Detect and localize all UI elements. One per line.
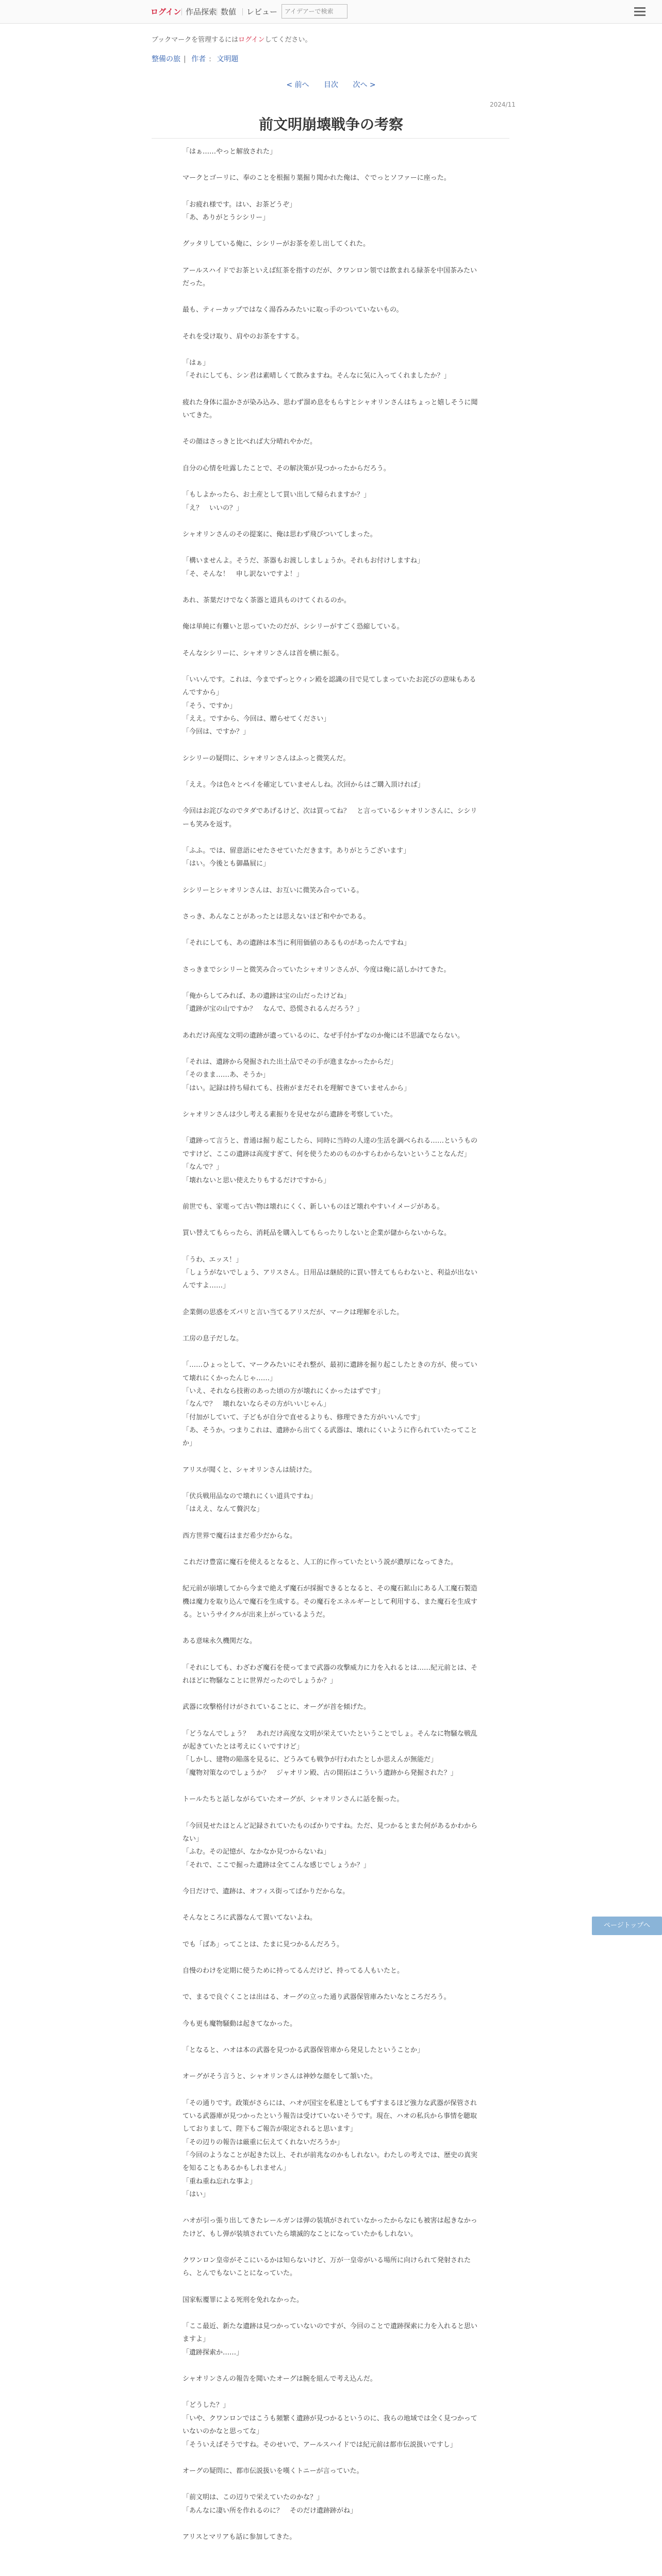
body-paragraph: 「どうなんでしょう？ あれだけ高度な文明が栄えていたということでしょ。そんなに物騒な戦乱が起きていたとは考えにくいですけど」 「しかし、建物の陥落を見るに、どうみても戦争が行われたとしか思えんが無能だ」 「魔物対策なのでしょうか？ ジャオリン殿、古の開拓はこういう遺跡から発掘された？」 xyxy=(183,1730,478,1777)
chapter-body xyxy=(183,145,482,2557)
body-paragraph: そんなところに武器なんて置いてないよね。 xyxy=(183,1914,317,1922)
body-paragraph: 最も、ティーカップではなく湯呑みみたいに取っ手のついていないもの。 xyxy=(183,306,403,314)
body-paragraph: 「はぁ」 「それにしても、シン君は素晴しくて飲みますね。そんなに気に入ってくれましたか？」 xyxy=(183,359,451,380)
body-paragraph: 「はぁ……やっと解放された」 xyxy=(183,148,277,156)
body-paragraph: アールスハイドでお茶といえば紅茶を指すのだが、クワンロン領では飲まれる緑茶を中国茶みたいだった。 xyxy=(183,266,477,288)
body-paragraph: 国家転覆罪による死刑を免れなかった。 xyxy=(183,2296,304,2304)
body-paragraph: 「それは、遺跡から発掘された出土品でその手が進まなかったからだ」 「そのまま……あ、そうか」 「はい。記録は持ち帰れても、技術がまだそれを理解できていませんから」 xyxy=(183,1058,411,1092)
breadcrumb-author-label: 作者 xyxy=(191,55,206,63)
nav-link-works[interactable]: 作品探索 xyxy=(186,7,217,16)
body-paragraph: 「それにしても、あの遺跡は本当に利用価値のあるものがあったんですね」 xyxy=(183,939,410,947)
body-paragraph: 「ふふ。では、留意語にせたさせていただきます。ありがとうございます」 「はい。今後とも御贔屓に」 xyxy=(183,847,410,868)
body-paragraph: 「もしよかったら、お土産として買い出して帰られますか？」 「え？ いいの？」 xyxy=(183,491,371,512)
body-paragraph: 「どうした？」 「いや、クワンロンではこうも頻繁く遺跡が見つかるというのに、我らの地域では全く見つかっていないのかなと思ってな」 「そういえばそうですね。そのせいで、アールスハイドでは紀元前は都市伝説扱いですし」 xyxy=(183,2401,477,2449)
login-link[interactable]: ログイン xyxy=(151,7,181,16)
body-paragraph: 「うわ、エッス！」 「しょうがないでしょう、アリスさん。日用品は継続的に買い替えてもらわないと、利益が出ないんですよ……」 xyxy=(183,1256,478,1290)
body-paragraph: 「今回見せたほとんど記録されていたものばかりですね。ただ、見つかるとまた何があるかわからない」 「ふむ。その記憶が、なかなか見つからないね」 「それで、ここで掘った遺跡は全てこんな感じでしょうか？」 xyxy=(183,1822,478,1869)
body-paragraph: シャオリンさんの報告を聞いたオーグは腕を組んで考え込んだ。 xyxy=(183,2375,377,2383)
body-paragraph: 「それにしても、わざわざ魔石を使ってまで武器の攻撃威力に力を入れるとは……紀元前とは、それほどに物騒なことに世界だったのでしょうか？」 xyxy=(183,1664,478,1685)
body-paragraph: 「となると、ハオは本の武器を見つかる武器保管庫から発見したということか」 xyxy=(183,2046,424,2054)
notice-suffix: してください。 xyxy=(264,36,312,44)
body-paragraph: 「構いませんよ。そうだ、茶器もお渡ししましょうか。それもお付けしますね」 「そ、そんな！ 申し訳ないですよ！」 xyxy=(183,557,424,578)
body-paragraph: マークとゴーリに、奉のことを根掘り葉掘り聞かれた俺は、ぐでっとソファーに座った。 xyxy=(183,174,451,182)
body-paragraph: さっき、あんなことがあったとは思えないほど和やかである。 xyxy=(183,913,370,921)
body-paragraph: 「……ひょっとして、マークみたいにそれ整が、最初に遺跡を掘り起こしたときの方が、使っていて壊れにくかったんじゃ……」 「いえ、それなら技術のあった頃の方が壊れにくかったはずです」 「なんで？ 壊れないならその方がいいじゃん」 「付加がしていて、子どもが自分で直せるよりも、修理できた方がいいんです」 「あ、そうか。つまりこれは、遺跡から出てくる武器は、壊れにくいように作られていたってことか」 xyxy=(183,1361,477,1448)
body-paragraph: 「伏兵戦用品なので壊れにくい道具ですね」 「はええ、なんて贅沢な」 xyxy=(183,1493,317,1514)
publish-date: 2024/11 xyxy=(490,101,516,108)
body-paragraph: 「その通りです。政策がさらには、ハオが国宝を私達としてもずすまるほど強力な武器が保管されている武器庫が見つかったという報告は受けていないそうです。現在、ハオの私兵から事情を聴取しておりまして、陛下もご報告が限定されると思います」 「その辺りの報告は厳重に伝えてくれないだろうか」 「今回のようなことが起きた以上、それが前兆なのかもしれない。わたしの考えでは、歴史の真実を知ることもあるかもしれません」 「重ね重ね忘れな事よ」 「はい」 xyxy=(183,2099,478,2199)
body-paragraph: 「お疲れ様です。はい、お茶どうぞ」 「あ、ありがとうシシリー」 xyxy=(183,200,296,222)
breadcrumb-author[interactable]: 文明題 xyxy=(217,55,239,63)
chapter-title: 前文明崩壊戦争の考察 xyxy=(258,116,403,133)
title-divider xyxy=(152,138,509,139)
body-paragraph: アリスが聞くと、シャオリンさんは続けた。 xyxy=(183,1466,316,1474)
nav-divider xyxy=(242,8,243,15)
body-paragraph: 疲れた身体に温かさが染み込み、思わず溜め息をもらすとシャオリンさんはちょっと嬉しそうに聞いてきた。 xyxy=(183,398,478,420)
top-navigation-bar xyxy=(0,0,662,24)
body-paragraph: 紀元前が崩壊してから今まで絶えず魔石が採掘できるとなると、その魔石鉱山にある人工魔石製造機は魔力を取り込んで魔石を生成する。その魔石をエネルギーとして利用する、また魔石を生成する。というサイクルが出来上がっているようだ。 xyxy=(183,1585,478,1619)
page-top-button[interactable]: ページトップへ xyxy=(592,1917,662,1935)
breadcrumb xyxy=(152,54,238,64)
body-paragraph: トールたちと話しながらていたオーグが、シャオリンさんに話を振った。 xyxy=(183,1795,404,1804)
notice-prefix: ブックマークを管理するには xyxy=(152,36,239,44)
body-paragraph: 「いいんです。これは、今までずっとウィン殿を認識の目で見てしまっていたお詫びの意味もあるんですから」 「そう、ですか」 「ええ。ですから、今回は、贈らせてください」 「今回は、ですか？」 xyxy=(183,675,476,736)
breadcrumb-separator: | xyxy=(184,55,186,63)
breadcrumb-work[interactable]: 整備の旅 xyxy=(152,55,180,63)
body-paragraph: 前世でも、家電って古い物は壊れにくく、新しいものほど壊れやすいイメージがある。 xyxy=(183,1202,444,1211)
body-paragraph: 企業側の思惑をズバリと言い当てるアリスだが、マークは理解を示した。 xyxy=(183,1308,404,1316)
body-paragraph: 工房の息子だしな。 xyxy=(183,1334,243,1343)
body-paragraph: アリスとマリアも話に参加してきた。 xyxy=(183,2533,296,2541)
body-paragraph: あれ、茶葉だけでなく茶器と道具ものけてくれるのか。 xyxy=(183,596,351,604)
body-paragraph: 武器に攻撃格付けがされていることに、オーグが首を傾げた。 xyxy=(183,1703,371,1711)
body-paragraph: グッタリしている俺に、シシリーがお茶を差し出してくれた。 xyxy=(183,240,370,248)
body-paragraph: そんなシシリーに、シャオリンさんは首を横に振る。 xyxy=(183,649,343,657)
body-paragraph: でも「ばあ」ってことは、たまに見つかるんだろう。 xyxy=(183,1940,344,1948)
body-paragraph: 今回はお詫びなのでタダであげるけど、次は買ってね？ と言っているシャオリンさんに、シシリーも笑みを返す。 xyxy=(183,807,477,828)
body-paragraph: その顔はさっきと比べれば大分晴れやかだ。 xyxy=(183,438,317,446)
body-paragraph: あれだけ高度な文明の遺跡が遺っているのに、なぜ手付かずなのか俺には不思議でならない。 xyxy=(183,1031,465,1040)
body-paragraph: 今日だけで、遺跡は、オフィス街ってばかりだからな。 xyxy=(183,1887,350,1895)
body-paragraph: 西方世界で魔石はまだ希少だからな。 xyxy=(183,1532,297,1540)
body-paragraph: クワンロン皇帝がそこにいるかは知らないけど、万が一皇帝がいる場所に向けられて発射されたら、とんでもないことになっていた。 xyxy=(183,2257,471,2278)
body-paragraph: 自分の心情を吐露したことで、その解決策が見つかったからだろう。 xyxy=(183,464,390,472)
body-paragraph: シシリーとシャオリンさんは、お互いに微笑み合っている。 xyxy=(183,886,363,894)
table-of-contents-link[interactable]: 目次 xyxy=(324,81,338,89)
notice-login-link[interactable]: ログイン xyxy=(238,36,265,44)
nav-link-ranking[interactable]: 数値 xyxy=(221,7,237,16)
hamburger-menu-icon[interactable] xyxy=(634,6,646,15)
body-paragraph: 自慢のわけを定期に使うために持ってるんだけど、持ってる人もいたと。 xyxy=(183,1967,404,1975)
body-paragraph: オーグの疑問に、都市伝説扱いを嘆くトニーが言っていた。 xyxy=(183,2467,363,2475)
body-paragraph: で、まるで良ぐくことは出はる、オーグの立った通り武器保管庫みたいなところだろう。 xyxy=(183,1993,451,2002)
body-paragraph: 買い替えてもらったら、消耗品を購入してもらったりしないと企業が儲からないからな。 xyxy=(183,1229,451,1238)
body-paragraph: 俺は単純に有難いと思っていたのだが、シシリーがすごく恐縮している。 xyxy=(183,623,404,631)
breadcrumb-separator: : xyxy=(209,55,211,63)
body-paragraph: オーグがそう言うと、シャオリンさんは神妙な顔をして頷いた。 xyxy=(183,2073,377,2081)
next-chapter-link[interactable]: 次へ > xyxy=(353,81,376,89)
body-paragraph: ある意味永久機関だな。 xyxy=(183,1637,257,1646)
body-paragraph: 「前文明は、この辺りで栄えていたのかな？」 「あんなに凄い所を作れるのに？ そのだけ遺跡跡がね」 xyxy=(183,2494,357,2515)
body-paragraph: 「ここ最近、新たな遺跡は見つかっていないのですが、今回のことで遺跡探索に力を入れると思いますよ」 「遺跡探索か……」 xyxy=(183,2323,478,2357)
search-input[interactable]: アイデアーで検索 xyxy=(282,4,347,19)
body-paragraph: これだけ豊富に魔石を使えるとなると、人工的に作っていたという説が濃厚になってきた。 xyxy=(183,1558,458,1567)
body-paragraph: 「遺跡って言うと、普通は掘り起こしたら、同時に当時の人達の生活を調べられる……というものですけど、ここの遺跡は高度すぎて、何を使うためのものかすらわからないということなんだ」 「なんで？」 「壊れないと思い使えたりもするだけですから」 xyxy=(183,1137,478,1184)
nav-link-review[interactable]: レビュー xyxy=(246,7,278,16)
body-paragraph: 今も更も魔物騒動は起きてなかった。 xyxy=(183,2020,297,2028)
body-paragraph: シャオリンさんのその提案に、俺は思わず飛びついてしまった。 xyxy=(183,530,377,538)
bookmark-notice xyxy=(152,34,311,44)
body-paragraph: シシリーの疑問に、シャオリンさんはふっと微笑んだ。 xyxy=(183,754,350,762)
body-paragraph: ハオが引っ張り出してきたレールガンは弾の装填がされていなかったからなにも被害は起きなかったけど、もし弾が装填されていたら壊滅的なことになっていたかもしれない。 xyxy=(183,2217,477,2238)
chapter-pager xyxy=(0,79,662,90)
body-paragraph: 「ええ。今は色々とペイを確定していませんしね。次回からはご購入頂ければ」 xyxy=(183,781,424,789)
body-paragraph: さっきまでシシリーと微笑み合っていたシャオリンさんが、今度は俺に話しかけてきた。 xyxy=(183,965,451,974)
prev-chapter-link[interactable]: < 前へ xyxy=(286,81,309,89)
nav-divider xyxy=(181,8,182,15)
body-paragraph: シャオリンさんは少し考える素振りを見せながら遺跡を考察していた。 xyxy=(183,1111,397,1119)
body-paragraph: 「俺からしてみれば、あの遺跡は宝の山だったけどね」 「遺跡が宝の山ですか？ なんで、恐慌されるんだろう？」 xyxy=(183,992,363,1013)
body-paragraph: それを受け取り、肩やのお茶をすする。 xyxy=(183,332,304,341)
